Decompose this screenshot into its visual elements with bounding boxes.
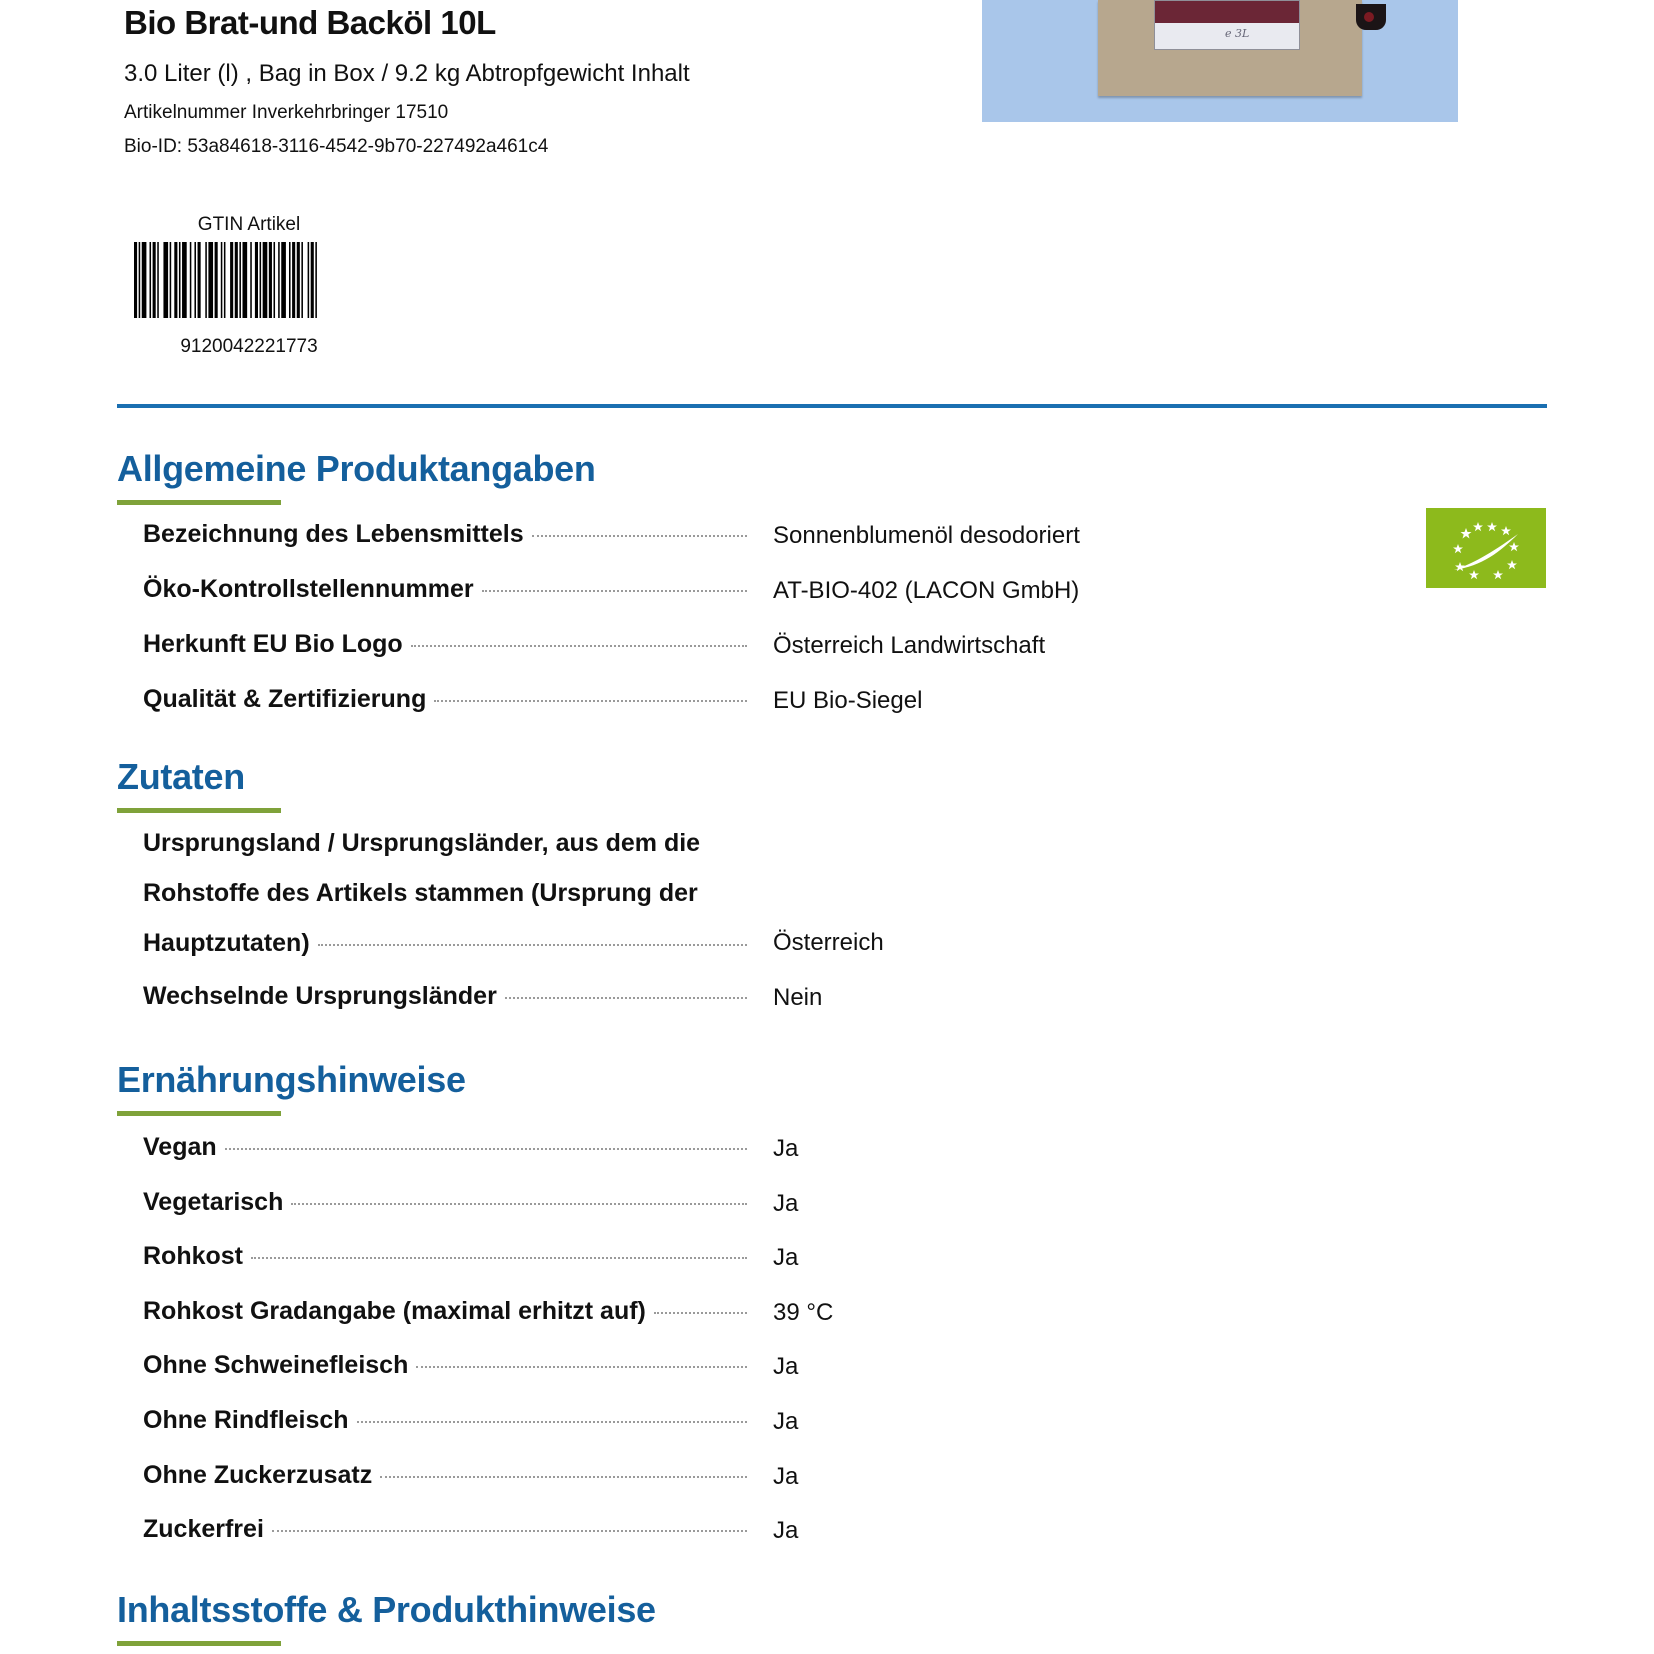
row-value-food-name: Sonnenblumenöl desodoriert (773, 522, 1080, 549)
row-label-quality: Qualität & Zertifizierung (143, 685, 747, 714)
row-label-vegan: Vegan (143, 1133, 747, 1162)
header-divider (117, 404, 1547, 408)
row-label-sugar-free: Zuckerfrei (143, 1515, 747, 1544)
box-label-band (1155, 1, 1299, 23)
section-title-general: Allgemeine Produktangaben (117, 448, 596, 489)
row-value-sugar-free: Ja (773, 1517, 799, 1544)
section-underline-general (117, 500, 281, 505)
section-title-ingredients: Zutaten (117, 756, 245, 797)
box-tap-tip (1364, 12, 1374, 22)
row-value-changing-origins: Nein (773, 984, 823, 1011)
box-tap (1356, 4, 1386, 30)
row-label-no-added-sugar: Ohne Zuckerzusatz (143, 1461, 747, 1490)
row-value-vegan: Ja (773, 1135, 799, 1162)
row-value-origin-countries: Österreich (773, 929, 884, 956)
row-label-origin-countries: Ursprungsland / Ursprungsländer, aus dem die Rohstoffe des Artikels stammen (Ursprung der Hauptzutaten) (143, 818, 747, 968)
row-value-raw-food: Ja (773, 1244, 799, 1271)
row-label-raw-food-temp: Rohkost Gradangabe (maximal erhitzt auf) (143, 1297, 747, 1326)
section-underline-contents (117, 1641, 281, 1646)
row-value-vegetarian: Ja (773, 1190, 799, 1217)
box-label (1154, 0, 1300, 50)
row-label-vegetarian: Vegetarisch (143, 1188, 747, 1217)
barcode-icon (134, 242, 364, 318)
section-title-contents: Inhaltsstoffe & Produkthinweise (117, 1589, 656, 1630)
box-label-handwriting: e 3L (1225, 27, 1250, 40)
article-number: Artikelnummer Inverkehrbringer 17510 (124, 102, 449, 123)
product-title: Bio Brat-und Backöl 10L (124, 4, 496, 41)
row-label-eu-logo-origin: Herkunft EU Bio Logo (143, 630, 747, 659)
eu-organic-leaf-icon (1426, 508, 1546, 588)
row-value-quality: EU Bio-Siegel (773, 687, 923, 714)
row-label-no-beef: Ohne Rindfleisch (143, 1406, 747, 1435)
row-label-control-number: Öko-Kontrollstellennummer (143, 575, 747, 604)
row-value-no-added-sugar: Ja (773, 1463, 799, 1490)
row-label-raw-food: Rohkost (143, 1242, 747, 1271)
product-photo (982, 0, 1458, 122)
row-label-no-pork: Ohne Schweinefleisch (143, 1351, 747, 1380)
row-value-eu-logo-origin: Österreich Landwirtschaft (773, 632, 1046, 659)
row-label-food-name: Bezeichnung des Lebensmittels (143, 520, 747, 549)
row-label-changing-origins: Wechselnde Ursprungsländer (143, 982, 747, 1011)
section-title-nutrition: Ernährungshinweise (117, 1059, 466, 1100)
product-box (1098, 0, 1362, 96)
product-subtitle: 3.0 Liter (l) , Bag in Box / 9.2 kg Abtropfgewicht Inhalt (124, 60, 690, 87)
row-value-no-pork: Ja (773, 1353, 799, 1380)
section-underline-ingredients (117, 808, 281, 813)
row-value-no-beef: Ja (773, 1408, 799, 1435)
eu-organic-leaf-graphic (1426, 508, 1546, 588)
row-value-raw-food-temp: 39 °C (773, 1299, 834, 1326)
barcode-caption: GTIN Artikel (197, 214, 301, 235)
section-underline-nutrition (117, 1111, 281, 1116)
row-value-control-number: AT-BIO-402 (LACON GmbH) (773, 577, 1080, 604)
bio-id: Bio-ID: 53a84618-3116-4542-9b70-227492a461c4 (124, 136, 549, 157)
barcode-number: 9120042221773 (180, 336, 318, 357)
gtin-barcode-block (134, 214, 364, 357)
